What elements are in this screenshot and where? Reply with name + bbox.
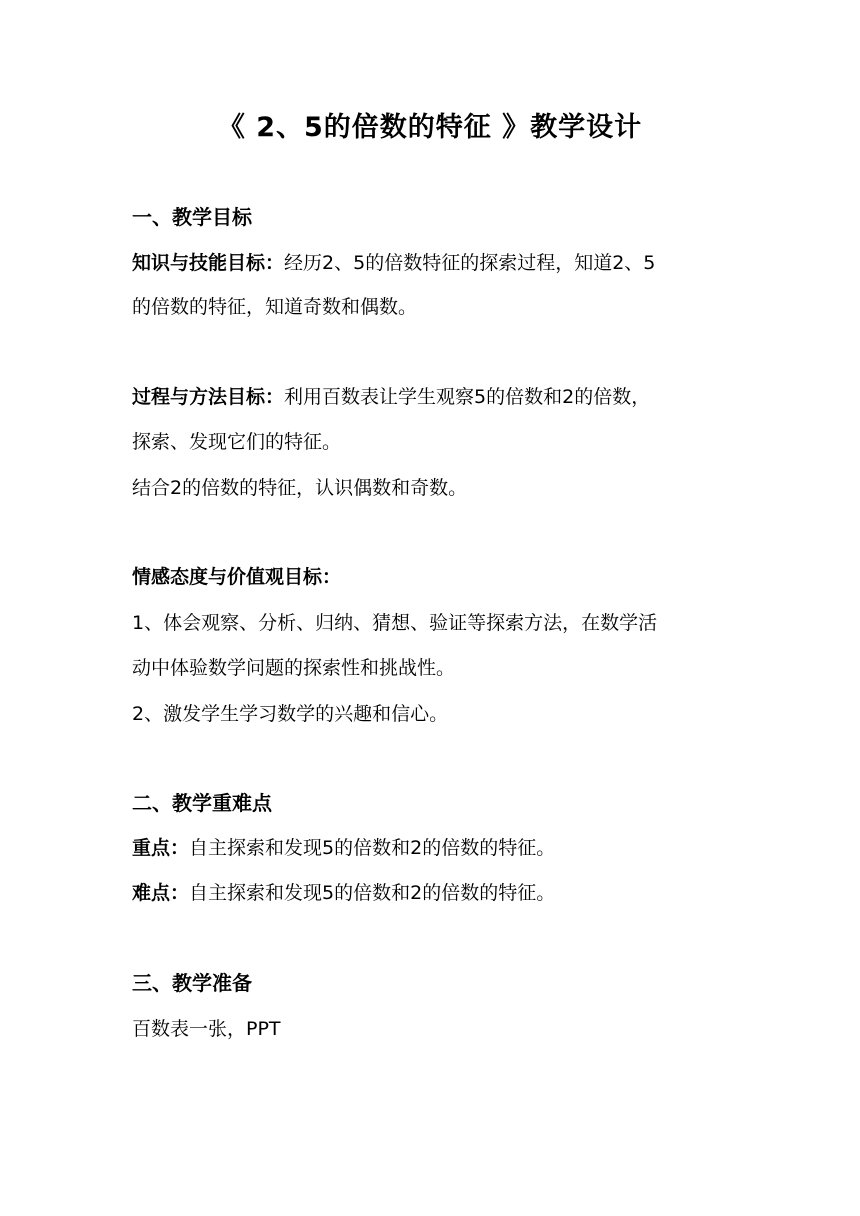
process-goal-text: 利用百数表让学生观察5的倍数和2的倍数， (284, 386, 651, 408)
key-point-label: 重点： (132, 837, 190, 859)
knowledge-goal-line-2: 的倍数的特征，知道奇数和偶数。 (132, 296, 418, 318)
emotion-goal-item-1-line-2: 动中体验数学问题的探索性和挑战性。 (132, 657, 456, 679)
emotion-goal-label: 情感态度与价值观目标： (132, 566, 342, 588)
process-goal-label: 过程与方法目标： (132, 386, 285, 408)
key-point-line (132, 834, 742, 862)
section-heading-key-points: 二、教学重难点 (132, 791, 272, 815)
process-goal-line-3: 结合2的倍数的特征，认识偶数和奇数。 (132, 477, 468, 499)
difficult-point-line (132, 879, 742, 907)
process-goal-line-1 (132, 383, 742, 411)
difficult-point-label: 难点： (132, 882, 190, 904)
section-heading-preparation: 三、教学准备 (132, 971, 252, 995)
emotion-goal-item-2: 2、激发学生学习数学的兴趣和信心。 (132, 703, 449, 725)
emotion-goal-item-1-line-1: 1、体会观察、分析、归纳、猜想、验证等探索方法，在数学活 (132, 612, 658, 634)
knowledge-goal-label: 知识与技能目标： (132, 252, 285, 274)
section-heading-objectives: 一、教学目标 (132, 205, 252, 229)
key-point-text: 自主探索和发现5的倍数和2的倍数的特征。 (189, 837, 556, 859)
difficult-point-text: 自主探索和发现5的倍数和2的倍数的特征。 (189, 882, 556, 904)
knowledge-goal-line-1 (132, 249, 742, 277)
document-title: 《 2、5的倍数的特征 》教学设计 (217, 112, 643, 143)
process-goal-line-2: 探索、发现它们的特征。 (132, 431, 342, 453)
knowledge-goal-text: 经历2、5的倍数特征的探索过程，知道2、5 (284, 252, 656, 274)
preparation-text: 百数表一张，PPT (132, 1018, 281, 1040)
